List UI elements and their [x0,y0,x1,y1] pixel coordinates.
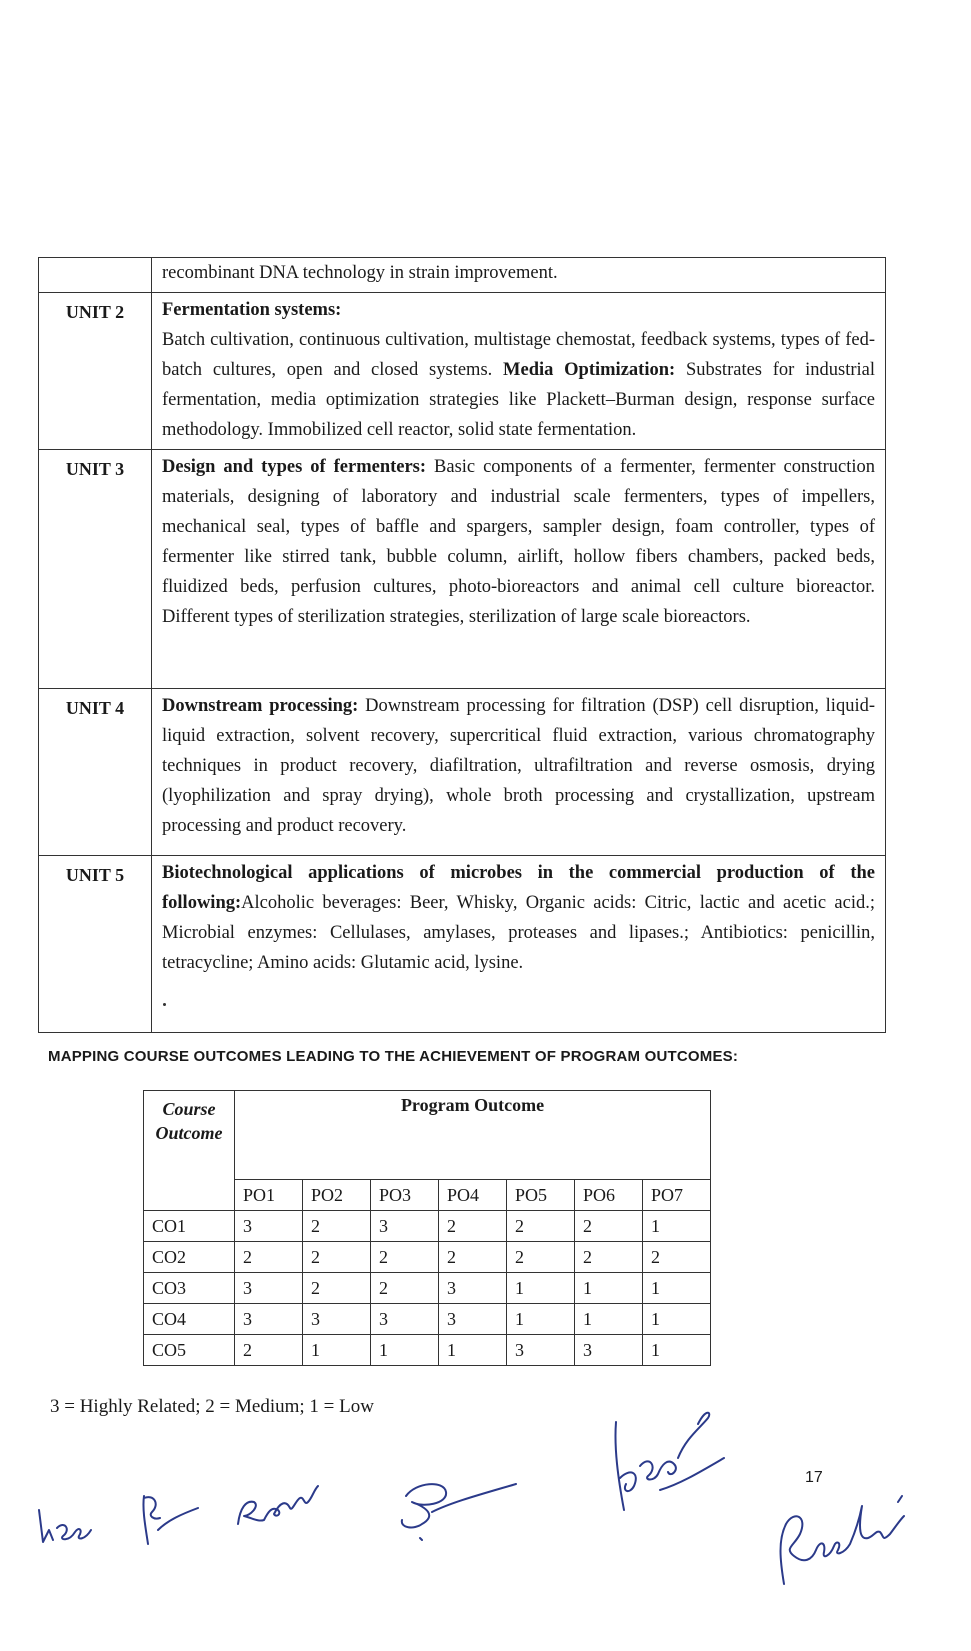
unit-heading: Fermentation systems: [162,300,342,320]
table-row [144,1304,711,1335]
table-header-row [144,1091,711,1180]
rating-legend: 3 = Highly Related; 2 = Medium; 1 = Low [50,1396,374,1417]
unit-description [152,856,886,1033]
course-outcome-label: Outcome [155,1123,223,1143]
table-cell: 3 [507,1335,575,1366]
co-po-mapping-table [143,1090,711,1366]
table-cell: 2 [235,1335,303,1366]
unit-description [152,689,886,856]
table-cell: 2 [575,1211,643,1242]
table-cell: 3 [371,1211,439,1242]
course-outcome-header [144,1091,235,1211]
table-cell: 1 [575,1304,643,1335]
table-cell: 3 [439,1304,507,1335]
page-number: 17 [805,1469,823,1486]
table-cell: 3 [439,1273,507,1304]
table-cell: 2 [303,1242,371,1273]
table-cell: 1 [507,1304,575,1335]
table-row [144,1273,711,1304]
table-cell: 2 [507,1242,575,1273]
syllabus-row [39,293,886,450]
table-cell: 1 [371,1335,439,1366]
table-cell: 2 [303,1211,371,1242]
table-row [144,1211,711,1242]
po-header: PO7 [643,1180,711,1211]
table-cell: 1 [303,1335,371,1366]
unit-label: UNIT 4 [39,689,152,856]
stray-dot [163,1003,166,1006]
unit-heading: Downstream processing: [162,696,359,716]
table-cell: 2 [235,1242,303,1273]
co-label: CO1 [144,1211,235,1242]
unit-label [39,258,152,293]
table-cell: 1 [643,1273,711,1304]
po-header: PO2 [303,1180,371,1211]
table-cell: 2 [371,1273,439,1304]
syllabus-table [38,257,886,1033]
co-label: CO5 [144,1335,235,1366]
table-cell: 3 [371,1304,439,1335]
unit-text: Alcoholic beverages: Beer, Whisky, Organic acids: Citric, lactic and acetic acid.; Microbial enzymes: Cellulases, amylases, proteases and lipases.; Antibiotics: penicillin, tetracycline; Amino acids: Glutamic acid, lysine. [162,893,875,973]
syllabus-row [39,258,886,293]
po-header: PO3 [371,1180,439,1211]
table-cell: 1 [643,1335,711,1366]
table-cell: 1 [643,1304,711,1335]
co-label: CO4 [144,1304,235,1335]
table-cell: 3 [235,1211,303,1242]
unit-subheading: Media Optimization: [503,360,676,380]
syllabus-row [39,689,886,856]
signature-2 [138,1490,208,1550]
unit-label: UNIT 2 [39,293,152,450]
table-cell: 3 [303,1304,371,1335]
table-cell: 3 [575,1335,643,1366]
unit-text: Substrates for industrial fermentation, media optimization strategies like Plackett–Burman design, response surface methodology. Immobilized cell reactor, solid state fermentation. [162,360,875,440]
po-header: PO5 [507,1180,575,1211]
table-cell: 1 [439,1335,507,1366]
table-cell: 2 [575,1242,643,1273]
table-cell: 2 [371,1242,439,1273]
signature-3 [232,1472,322,1532]
table-cell: 3 [235,1304,303,1335]
signature-5 [600,1398,730,1518]
unit-text: Batch cultivation, continuous cultivation, multistage chemostat, feedback systems, types of fed-batch cultures, open and closed systems. [162,330,875,380]
table-cell: 2 [643,1242,711,1273]
syllabus-row [39,450,886,689]
unit-text: Basic components of a fermenter, fermenter construction materials, designing of laboratory and industrial scale fermenters, types of impellers, mechanical seal, types of baffle and spargers, sampler design, foam controller, types of fermenter like stirred tank, bubble column, airlift, hollow fibers chambers, packed beds, fluidized beds, perfusion cultures, photo-bioreactors and animal cell culture bioreactor. Different types of sterilization strategies, sterilization of large scale bioreactors. [162,457,875,627]
table-cell: 2 [507,1211,575,1242]
table-cell: 1 [575,1273,643,1304]
co-label: CO2 [144,1242,235,1273]
table-cell: 2 [439,1242,507,1273]
syllabus-row [39,856,886,1033]
table-row [144,1242,711,1273]
table-cell: 1 [643,1211,711,1242]
unit-heading: Design and types of fermenters: [162,457,427,477]
table-cell: 2 [303,1273,371,1304]
table-cell: 1 [507,1273,575,1304]
unit-description [152,450,886,689]
po-header: PO1 [235,1180,303,1211]
unit-label: UNIT 5 [39,856,152,1033]
course-outcome-label: Course [162,1099,216,1119]
unit-description [152,293,886,450]
table-row [144,1335,711,1366]
po-header: PO6 [575,1180,643,1211]
mapping-heading: MAPPING COURSE OUTCOMES LEADING TO THE ACHIEVEMENT OF PROGRAM OUTCOMES: [48,1048,739,1065]
signature-6 [764,1490,914,1590]
signature-4 [392,1472,522,1542]
table-cell: 3 [235,1273,303,1304]
signature-1 [35,1500,95,1550]
table-cell: 2 [439,1211,507,1242]
unit-label: UNIT 3 [39,450,152,689]
unit-text: recombinant DNA technology in strain improvement. [162,263,558,283]
po-header: PO4 [439,1180,507,1211]
unit-text: Downstream processing for filtration (DSP) cell disruption, liquid-liquid extraction, solvent recovery, supercritical fluid extraction, various chromatography techniques in product recovery, diafiltration, ultrafiltration and reverse osmosis, drying (lyophilization and spray drying), whole broth processing and crystallization, upstream processing and product recovery. [162,696,875,836]
unit-description [152,258,886,293]
co-label: CO3 [144,1273,235,1304]
program-outcome-header: Program Outcome [235,1091,711,1180]
unit-heading: Biotechnological applications of microbes in the commercial production of the following: [162,863,875,913]
